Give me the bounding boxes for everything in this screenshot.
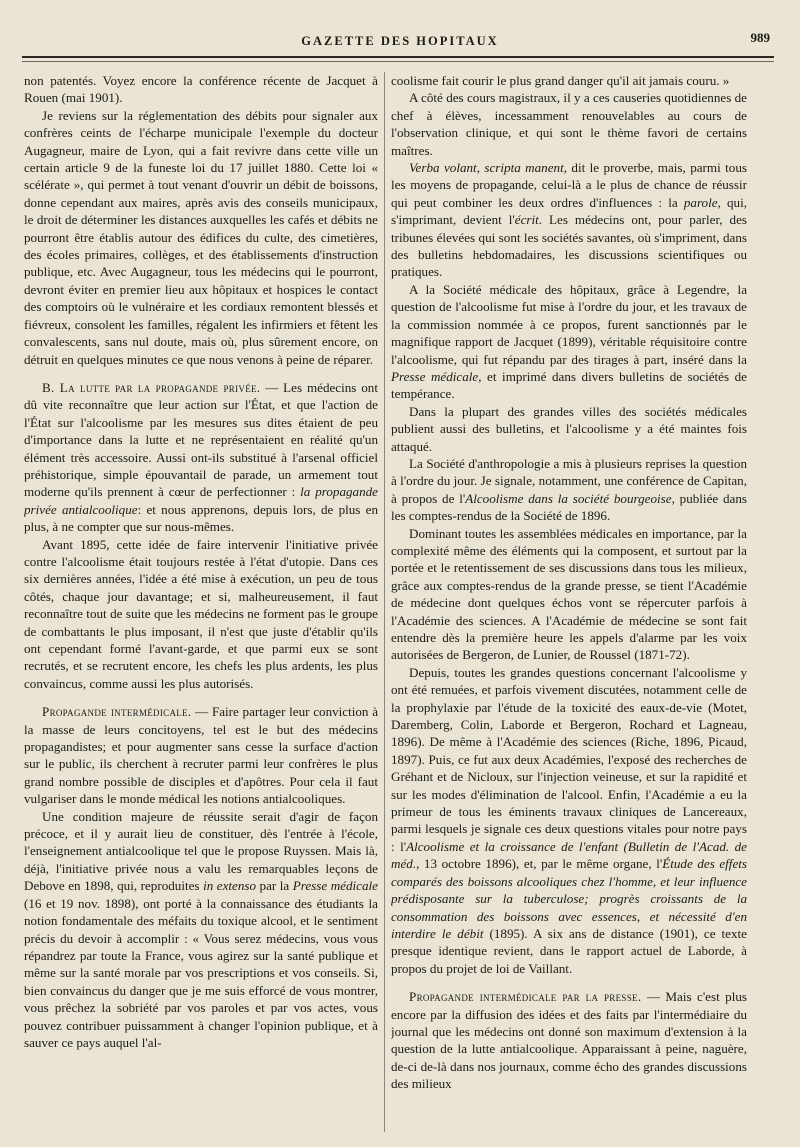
italic-run: Presse médicale	[292, 878, 378, 894]
paragraph: A côté des cours magistraux, il y a ces causeries quotidiennes de chef à élèves, incessamment renouvelables au cours de l'observation clinique, et qui sont le thème favori de certains maîtres.	[391, 90, 747, 158]
paragraph	[391, 281, 747, 403]
text-run: — Faire partager leur conviction à la masse de leurs concitoyens, tel est le but des médecins propagandistes; et pour augmenter sans cesse la surface d'action sur le public, ils cherchent à recruter parmi leur confrères le plus grand nombre possible de disciples et d'apôtres. Pour cela il faut vulgariser dans le monde médical les notions antialcooliques.	[24, 704, 378, 807]
text-run: (16 et 19 nov. 1898), ont porté à la connaissance des étudiants la notion fondamentale des méfaits du toxique alcool, et le sentiment précis du devoir à accomplir : « Vous serez médecins, vous vous répandrez par toute la France, vous agirez sur la santé publique et même sur la santé morale par vos prescriptions et vos conseils. Si, bien convaincus du danger que je me suis efforcé de vous montrer, vous prêchez la sobriété par vos paroles et par vos actes, vous pouvez contribuer puissamment à changer l'opinion publique, et à sauver ce pays auquel l'al-	[24, 895, 378, 1050]
text-run: Depuis, toutes les grandes questions concernant l'alcoolisme y ont été remuées, et parfois vivement discutées, notamment celle de la prophylaxie par l'étude de la toxicité des eaux-de-vie (Motet, Daremberg, Colin, Laborde et Bergeron, Rochard et Lagneau, 1896). De même à l'Académie des sciences (Riche, 1896, Picaud, 1897). Puis, ce fut aux deux Académies, l'exposé des recherches de Gréhant et de Nicloux, sur l'injection veineuse, et sur la rapidité et sur les modes d'élimination de l'alcool. Enfin, l'Académie a eu la primeur de tous les éminents travaux cliniques de Lancereaux, parmi lesquels je signale ces deux questions vitales pour notre pays : l'	[391, 664, 747, 854]
text-run: Une condition majeure de réussite serait d'agir de façon précoce, et il y aurait lieu de constituer, dès l'entrée à l'école, l'enseignement antialcoolique tel que le propose Ruyssen. Mais là, déjà, l'initiative privée nous a valu les remarquables leçons de Debove en 1898, qui, reproduites	[24, 808, 378, 894]
italic-run: la propagande privée antialcoolique	[24, 484, 378, 517]
page-number: 989	[750, 30, 770, 45]
text-run: , et imprimé dans divers bulletins de sociétés de tempérance.	[391, 368, 747, 402]
section-heading: Propagande intermédicale par la presse.	[409, 989, 642, 1005]
section-paragraph	[391, 988, 747, 1092]
paragraph: Dominant toutes les assemblées médicales en importance, par la complexité même des éléments qui la composent, et surtout par la portée et le retentissement de ses discussions dans tous les milieux, grâce aux comptes-rendus de la grande presse, se tient l'Académie de médecine dont quelques échos vont se répercuter parfois à l'Académie des sciences. A l'Académie de médecine se sont fait entendre dès la première heure les appels d'alarme par les voix autorisées de Bergeron, de Lunier, de Roussel (1871-72).	[391, 525, 747, 663]
italic-run: Alcoolisme et la croissance de l'enfant (Bulletin de l'Acad. de méd.	[391, 838, 747, 872]
section-paragraph	[24, 703, 378, 807]
italic-run: Presse médicale	[391, 368, 479, 384]
text-run: — Mais c'est plus encore par la diffusion des idées et des faits par l'intermédiaire du journal que les médecins ont donné son maximum d'extension à la question de la lutte antialcoolique. Apparaissant à peine, naguère, de-ci de-là dans nos journaux, comme écho des grandes discussions des milieux	[391, 989, 747, 1092]
running-title: GAZETTE DES HOPITAUX	[301, 34, 499, 48]
page-header	[30, 28, 770, 50]
text-run: : et nous apprenons, depuis lors, de plus en plus, à ne compter que sur nous-mêmes.	[24, 501, 378, 535]
paragraph: coolisme fait courir le plus grand danger qu'il ait jamais couru. »	[391, 73, 730, 88]
text-run: (1895). A six ans de distance (1901), ce texte presque identique revient, dans le rapport actuel de Laborde, à propos du projet de loi de Vaillant.	[391, 925, 747, 976]
italic-run: parole	[683, 194, 718, 210]
italic-run: in extenso	[203, 878, 257, 894]
text-run: La Société d'anthropologie a mis à plusieurs reprises la question à l'ordre du jour. Je signale, notamment, une conférence de Capitan, à propos de l'	[391, 455, 747, 506]
right-column	[391, 72, 747, 1132]
text-run: — Les médecins ont dû vite reconnaître que leur action sur l'État, et que l'action de l'État sur l'alcoolisme par les mesures sus dites étaient de peu d'importance dans la lutte et ne représentaient en réalité qu'un élément très accessoire. Aussi ont-ils substitué à l'arsenal officiel préhistorique, simple épouvantail de parade, un armement tout moderne qu'ils prennent à cœur de perfectionner :	[24, 379, 378, 500]
section-heading: B. La lutte par la propagande privée.	[42, 379, 261, 395]
text-run: par la	[256, 878, 293, 894]
section-heading: Propagande intermédicale.	[42, 704, 192, 720]
italic-run: Étude des effets comparés des boissons alcooliques chez l'homme, et leur influence prédisposante sur la tuberculose; progrès croissants de la consommation des boissons avec essences, et nécessité d'en interdire le débit	[391, 856, 747, 941]
paragraph: Avant 1895, cette idée de faire intervenir l'initiative privée contre l'alcoolisme était toujours restée à l'état d'utopie. Dans ces six dernières années, l'idée a été mise à exécution, un peu de tous côtés, chaque jour davantage; et si, malheureusement, il faut reconnaître tout de suite que les médecins ne forment pas le groupe de combattants le plus imposant, il n'est que juste d'établir qu'ils ont cependant formé l'avant-garde, et que parmi eux se sont recrutés, et se recrutent encore, les chefs les plus ardents, les plus convaincus, comme aussi les plus autorisés.	[24, 536, 378, 691]
text-run: A la Société médicale des hôpitaux, grâce à Legendre, la question de l'alcoolisme fut mise à l'ordre du jour, et les travaux de la commission nommée à ce propos, furent sanctionnés par le magnifique rapport de Jacquet (1899), véritable réquisitoire contre l'alcoolisme, qui fut répandu par des tirages à part, inséré dans la	[391, 281, 747, 367]
italic-run: écrit	[514, 212, 539, 228]
header-rule-thick	[22, 56, 774, 58]
header-rule-thin	[22, 61, 774, 62]
paragraph: Je reviens sur la réglementation des débits pour signaler aux confrères ceints de l'écharpe municipale l'exemple du docteur Augagneur, maire de Lyon, qui a fait revivre dans cette ville un certain article 9 de la funeste loi du 17 juillet 1880. Cette loi « scélérate », qui permet à tout venant d'ouvrir un débit de boissons, donne cependant aux maires, après avis des conseils municipaux, le droit de déterminer les distances auxquelles les cafés et débits ne pourront être établis autour des édifices du culte, des cimetières, des écoles primaires, collèges, et des établissements d'instruction publique, etc. Avec Augagneur, tous les médecins qui le pourront, devront éviter en premier lieu aux hôpitaux et hospices le contact des comptoirs où le vulnéraire et les cordiaux remontent blessés et fiévreux, consolent les familles, régalent les infirmiers et fêtent les convalescents, sans nul doute, mais où, plus sûrement encore, on détruit en quelques minutes ce que nous venons à peine de réparer.	[24, 107, 378, 367]
text-run: , 13 octobre 1896), et, par le même organe, l'	[416, 856, 663, 872]
section-paragraph	[24, 379, 378, 536]
left-column	[24, 72, 378, 1132]
paragraph: Dans la plupart des grandes villes des sociétés médicales publient aussi des bulletins, et l'alcoolisme y a été maintes fois attaqué.	[391, 403, 747, 454]
text-run: . Les médecins ont, pour parler, des tribunes élevées qui sont les sociétés savantes, où s'impriment, dans des bulletins hebdomadaires, les discussions scientifiques ou pratiques.	[391, 212, 747, 280]
paragraph	[24, 808, 378, 1052]
text-run: , qui, s'imprimant, devient l'	[391, 194, 747, 228]
italic-run: Alcoolisme dans la société bourgeoise	[465, 490, 672, 506]
paragraph	[391, 159, 747, 281]
paragraph	[391, 664, 747, 977]
paragraph	[391, 455, 747, 525]
text-run: , publiée dans les comptes-rendus de la Société de 1896.	[391, 490, 747, 524]
column-divider	[384, 72, 385, 1132]
italic-run: Verba volant, scripta manent	[409, 160, 564, 176]
text-run: , dit le proverbe, mais, parmi tous les moyens de propagande, celui-là a le plus de chance de réussir qui peut combiner les deux ordres d'influences : la	[391, 160, 747, 210]
paragraph: non patentés. Voyez encore la conférence récente de Jacquet à Rouen (mai 1901).	[24, 73, 378, 106]
